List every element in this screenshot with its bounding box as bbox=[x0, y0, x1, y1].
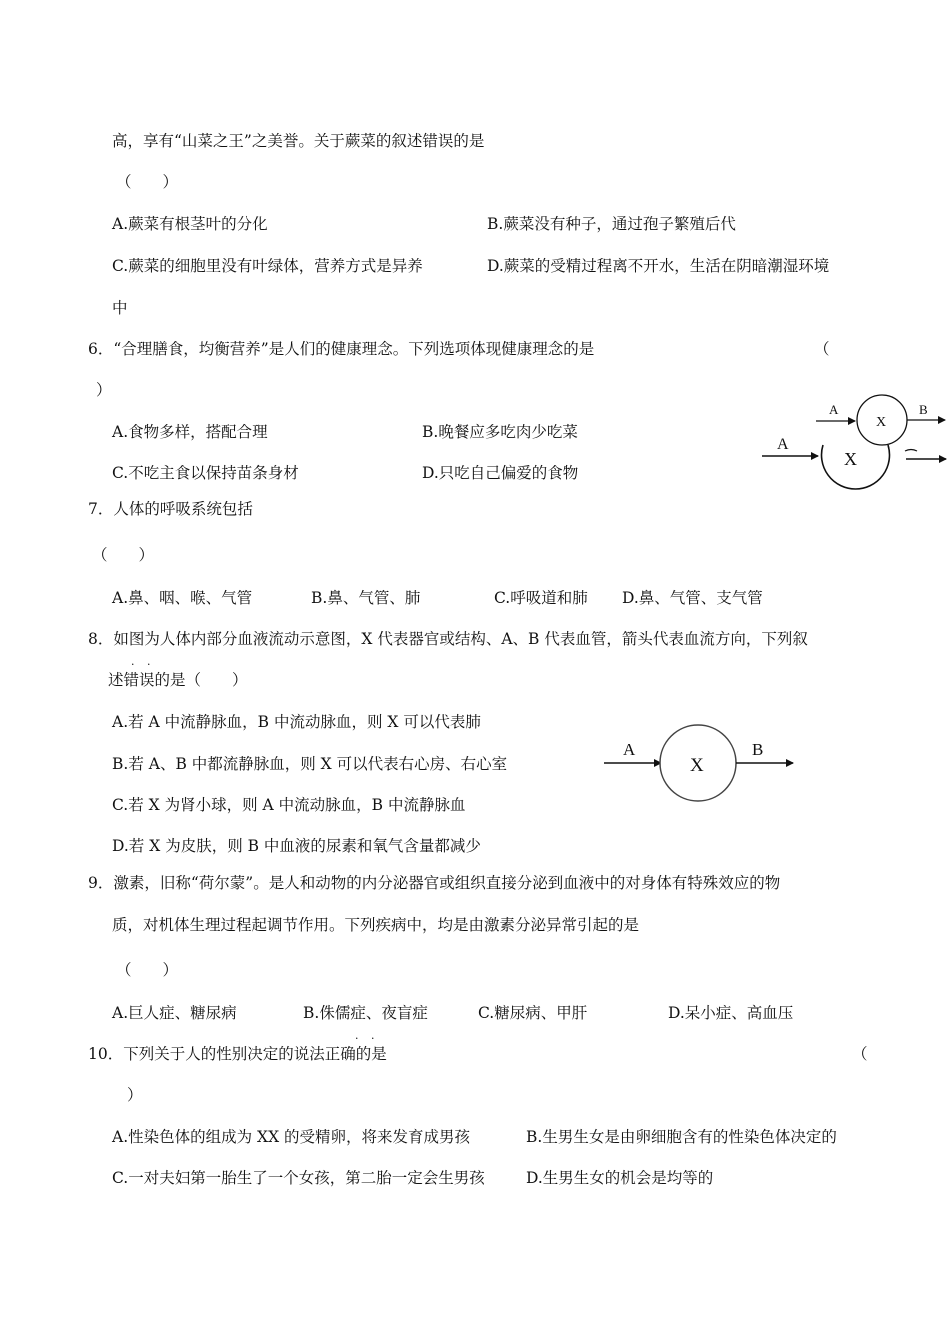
q9-stem-line1: 9．激素，旧称“荷尔蒙”。是人和动物的内分泌器官或组织直接分泌到血液中的对身体有特殊效应的物 bbox=[88, 874, 781, 892]
q8-stem-line2: 述错误的是（ ） bbox=[108, 671, 248, 689]
emphasis-dot: · bbox=[131, 658, 135, 671]
q6-option-d: D.只吃自己偏爱的食物 bbox=[422, 464, 579, 482]
q7-stem: 7．人体的呼吸系统包括 bbox=[88, 500, 253, 518]
q10-option-d: D.生男生女的机会是均等的 bbox=[526, 1169, 714, 1187]
q9-option-d: D.呆小症、高血压 bbox=[668, 1004, 794, 1022]
q9-option-c: C.糖尿病、甲肝 bbox=[478, 1004, 588, 1022]
q9-option-b: B.侏儒症、夜盲症 bbox=[303, 1004, 428, 1022]
q8-option-d: D.若 X 为皮肤，则 B 中血液的尿素和氧气含量都减少 bbox=[112, 837, 481, 855]
q8-option-b: B.若 A、B 中都流静脉血，则 X 可以代表右心房、右心室 bbox=[112, 755, 508, 773]
small-fragment-label-b: B bbox=[919, 402, 928, 417]
q7-option-a: A.鼻、咽、喉、气管 bbox=[112, 589, 253, 607]
q5-option-d-wrap: 中 bbox=[112, 299, 128, 317]
q10-stem: 10．下列关于人的性别决定的说法正确的是 bbox=[88, 1045, 387, 1063]
q8-option-a: A.若 A 中流静脉血，B 中流动脉血，则 X 可以代表肺 bbox=[112, 713, 481, 731]
q6-option-c: C.不吃主食以保持苗条身材 bbox=[112, 464, 299, 482]
emphasis-dot: · bbox=[371, 1032, 375, 1045]
q10-option-a: A.性染色体的组成为 XX 的受精卵，将来发育成男孩 bbox=[112, 1128, 471, 1146]
organ-x-label: X bbox=[690, 755, 704, 776]
q8-option-c: C.若 X 为肾小球，则 A 中流动脉血，B 中流静脉血 bbox=[112, 796, 466, 814]
vessel-a-label: A bbox=[623, 740, 636, 759]
q7-option-c: C.呼吸道和肺 bbox=[494, 589, 588, 607]
emphasis-dot: · bbox=[147, 658, 151, 671]
vessel-b-label: B bbox=[752, 740, 764, 759]
small-fragment-label-x: X bbox=[876, 415, 887, 430]
q5-option-b: B.蕨菜没有种子，通过孢子繁殖后代 bbox=[487, 215, 736, 233]
q7-option-d: D.鼻、气管、支气管 bbox=[622, 589, 763, 607]
q6-option-b: B.晚餐应多吃肉少吃菜 bbox=[422, 423, 578, 441]
q5-option-a: A.蕨菜有根茎叶的分化 bbox=[112, 215, 268, 233]
small-fragment-label-a: A bbox=[829, 402, 839, 417]
q5-option-d: D.蕨菜的受精过程离不开水，生活在阴暗潮湿环境 bbox=[487, 257, 830, 275]
q9-option-a: A.巨人症、糖尿病 bbox=[112, 1004, 237, 1022]
q6-option-a: A.食物多样，搭配合理 bbox=[112, 423, 268, 441]
q10-bracket-open: （ bbox=[852, 1045, 868, 1063]
q5-option-c: C.蕨菜的细胞里没有叶绿体，营养方式是异养 bbox=[112, 257, 423, 275]
q10-bracket-close: ） bbox=[127, 1086, 143, 1104]
q9-stem-line2: 质，对机体生理过程起调节作用。下列疾病中，均是由激素分泌异常引起的是 bbox=[112, 916, 640, 934]
q10-option-c: C.一对夫妇第一胎生了一个女孩，第二胎一定会生男孩 bbox=[112, 1169, 485, 1187]
q7-answer-bracket: （ ） bbox=[92, 546, 155, 564]
q8-stem-line1: 8．如图为人体内部分血液流动示意图，X 代表器官或结构、A、B 代表血管，箭头代表血流方向，下列叙 bbox=[88, 630, 808, 648]
q9-answer-bracket: （ ） bbox=[116, 961, 179, 979]
emphasis-dot: · bbox=[355, 1032, 359, 1045]
large-fragment-label-a: A bbox=[777, 436, 789, 453]
q10-option-b: B.生男生女是由卵细胞含有的性染色体决定的 bbox=[526, 1128, 837, 1146]
q5-answer-bracket: （ ） bbox=[116, 173, 179, 191]
large-fragment-label-x: X bbox=[844, 449, 857, 469]
q7-option-b: B.鼻、气管、肺 bbox=[311, 589, 421, 607]
q6-bracket-close: ） bbox=[96, 381, 112, 399]
q6-stem: 6．“合理膳食，均衡营养”是人们的健康理念。下列选项体现健康理念的是 bbox=[88, 340, 595, 358]
q5-stem-tail: 高，享有“山菜之王”之美誉。关于蕨菜的叙述错误的是 bbox=[112, 132, 485, 150]
q6-bracket-open: （ bbox=[814, 340, 830, 358]
